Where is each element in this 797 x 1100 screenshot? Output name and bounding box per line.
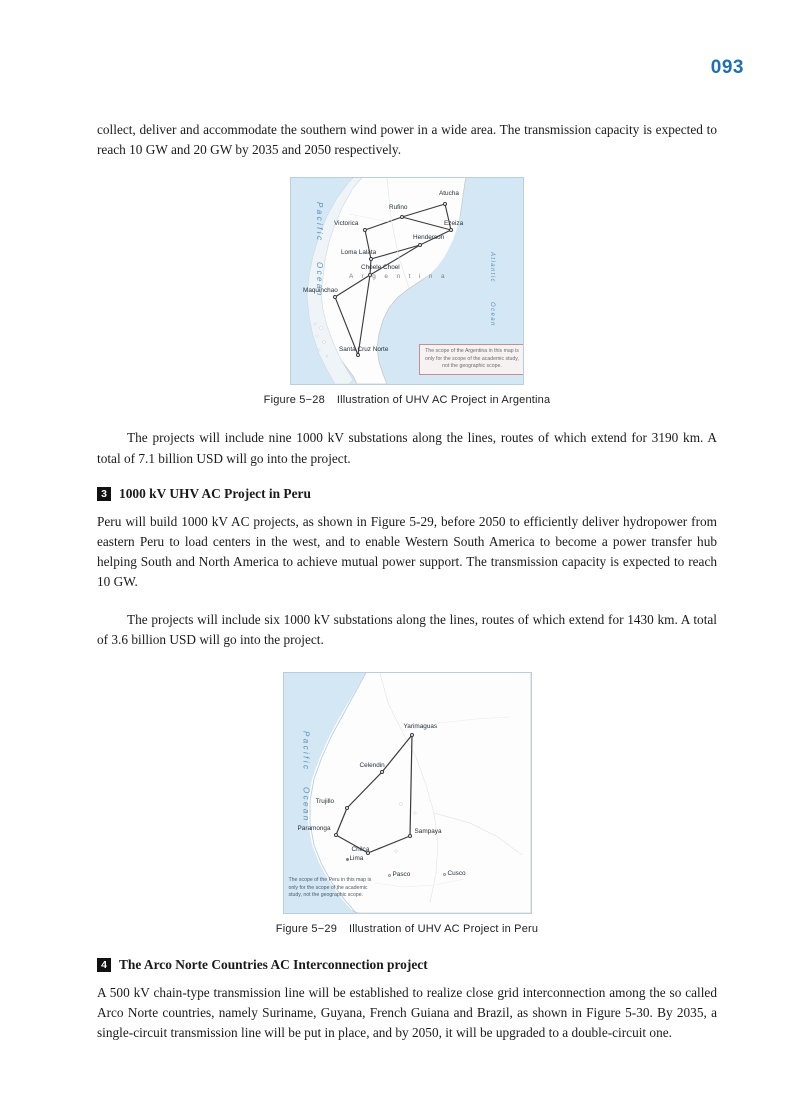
city-label: Pasco [392,871,411,879]
city-label: Chilca [351,846,370,854]
city-label: Choele Choel [361,264,400,272]
city-label: Trujillo [315,798,335,806]
map-scope-note: The scope of the Argentina in this map is only for the scope of the academic study, not the geographic scope. [419,344,524,375]
page-content [97,120,717,1044]
paragraph-2: The projects will include nine 1000 kV substations along the lines, routes of which extend for 3190 km. A total of 7.1 billion USD will go into the project. [97,430,717,466]
city-label: Sampaya [414,828,442,836]
heading-number: 4 [97,958,111,972]
map-node [408,834,412,838]
city-label: Loma Lalata [341,249,377,257]
heading-4 [97,957,717,973]
country-label-argentina: A r g e n t i n a [349,273,449,281]
ocean-label-atlantic-ocean: Ocean [489,302,495,328]
city-label: Yarimaguas [403,723,438,731]
map-node [345,806,349,810]
ocean-label-pacific-ocean: Ocean [301,787,311,823]
city-label: Atucha [439,190,459,198]
page-number: 093 [710,57,744,78]
paragraph-5: A 500 kV chain-type transmission line will be established to realize close grid interconnection among the so called Arco Norte countries, namely Suriname, Guyana, French Guiana and Brazil, as shown in Figure 5-30. By 2035, a single-circuit transmission line will be put in place, and by 2050, it will be upgraded to a double-circuit one. [97,985,717,1041]
ocean-label-atlantic: Atlantic [489,252,495,284]
figure-label: Figure 5−29 [275,923,338,936]
ocean-label-pacific: Pacific [315,202,324,243]
figure-caption-text: Illustration of UHV AC Project in Argentina [336,394,551,407]
city-label: Maquinchao [303,287,338,295]
paragraph-4: The projects will include six 1000 kV substations along the lines, routes of which extend for 1430 km. A total of 3.6 billion USD will go into the project. [97,611,717,647]
city-label: Rufino [389,204,408,212]
city-label: Ezeiza [444,220,464,228]
figure-caption-text: Illustration of UHV AC Project in Peru [349,923,539,936]
figure-5-29 [97,672,717,935]
map-argentina [290,177,524,385]
ocean-label-pacific-ocean: Ocean [315,262,324,298]
map-node [380,770,384,774]
heading-3 [97,486,717,502]
heading-text: 1000 kV UHV AC Project in Peru [119,485,311,501]
heading-number: 3 [97,487,111,501]
figure-caption [97,394,717,406]
city-label: Henderson [413,234,445,242]
city-label: Victorica [334,220,359,228]
city-label: Paramonga [297,825,331,833]
paragraph-1: collect, deliver and accommodate the southern wind power in a wide area. The transmission capacity is expected to reach 10 GW and 20 GW by 2035 and 2050 respectively. [97,122,717,158]
capital-marker-lima [346,858,349,861]
map-peru [283,672,532,914]
map-node [334,833,338,837]
map-node [410,733,414,737]
heading-text: The Arco Norte Countries AC Interconnection project [119,957,428,973]
figure-caption [97,923,717,935]
city-label: Lima [349,855,364,863]
map-scope-note: The scope of the Peru in this map is only for the scope of the academic study, not the geographic scope. [288,877,372,899]
city-label: Celendin [359,762,385,770]
city-label: Santa Cruz Norte [339,346,389,354]
ocean-label-pacific: Pacific [301,731,311,772]
figure-5-28 [97,177,717,406]
figure-label: Figure 5−28 [263,394,325,407]
city-label: Cusco [447,870,466,878]
paragraph-3: Peru will build 1000 kV AC projects, as shown in Figure 5-29, before 2050 to efficiently deliver hydropower from eastern Peru to load centers in the west, and to enable Western South America to become a power transfer hub helping South and North America to achieve mutual power support. The transmission capacity is expected to reach 10 GW. [97,513,717,590]
